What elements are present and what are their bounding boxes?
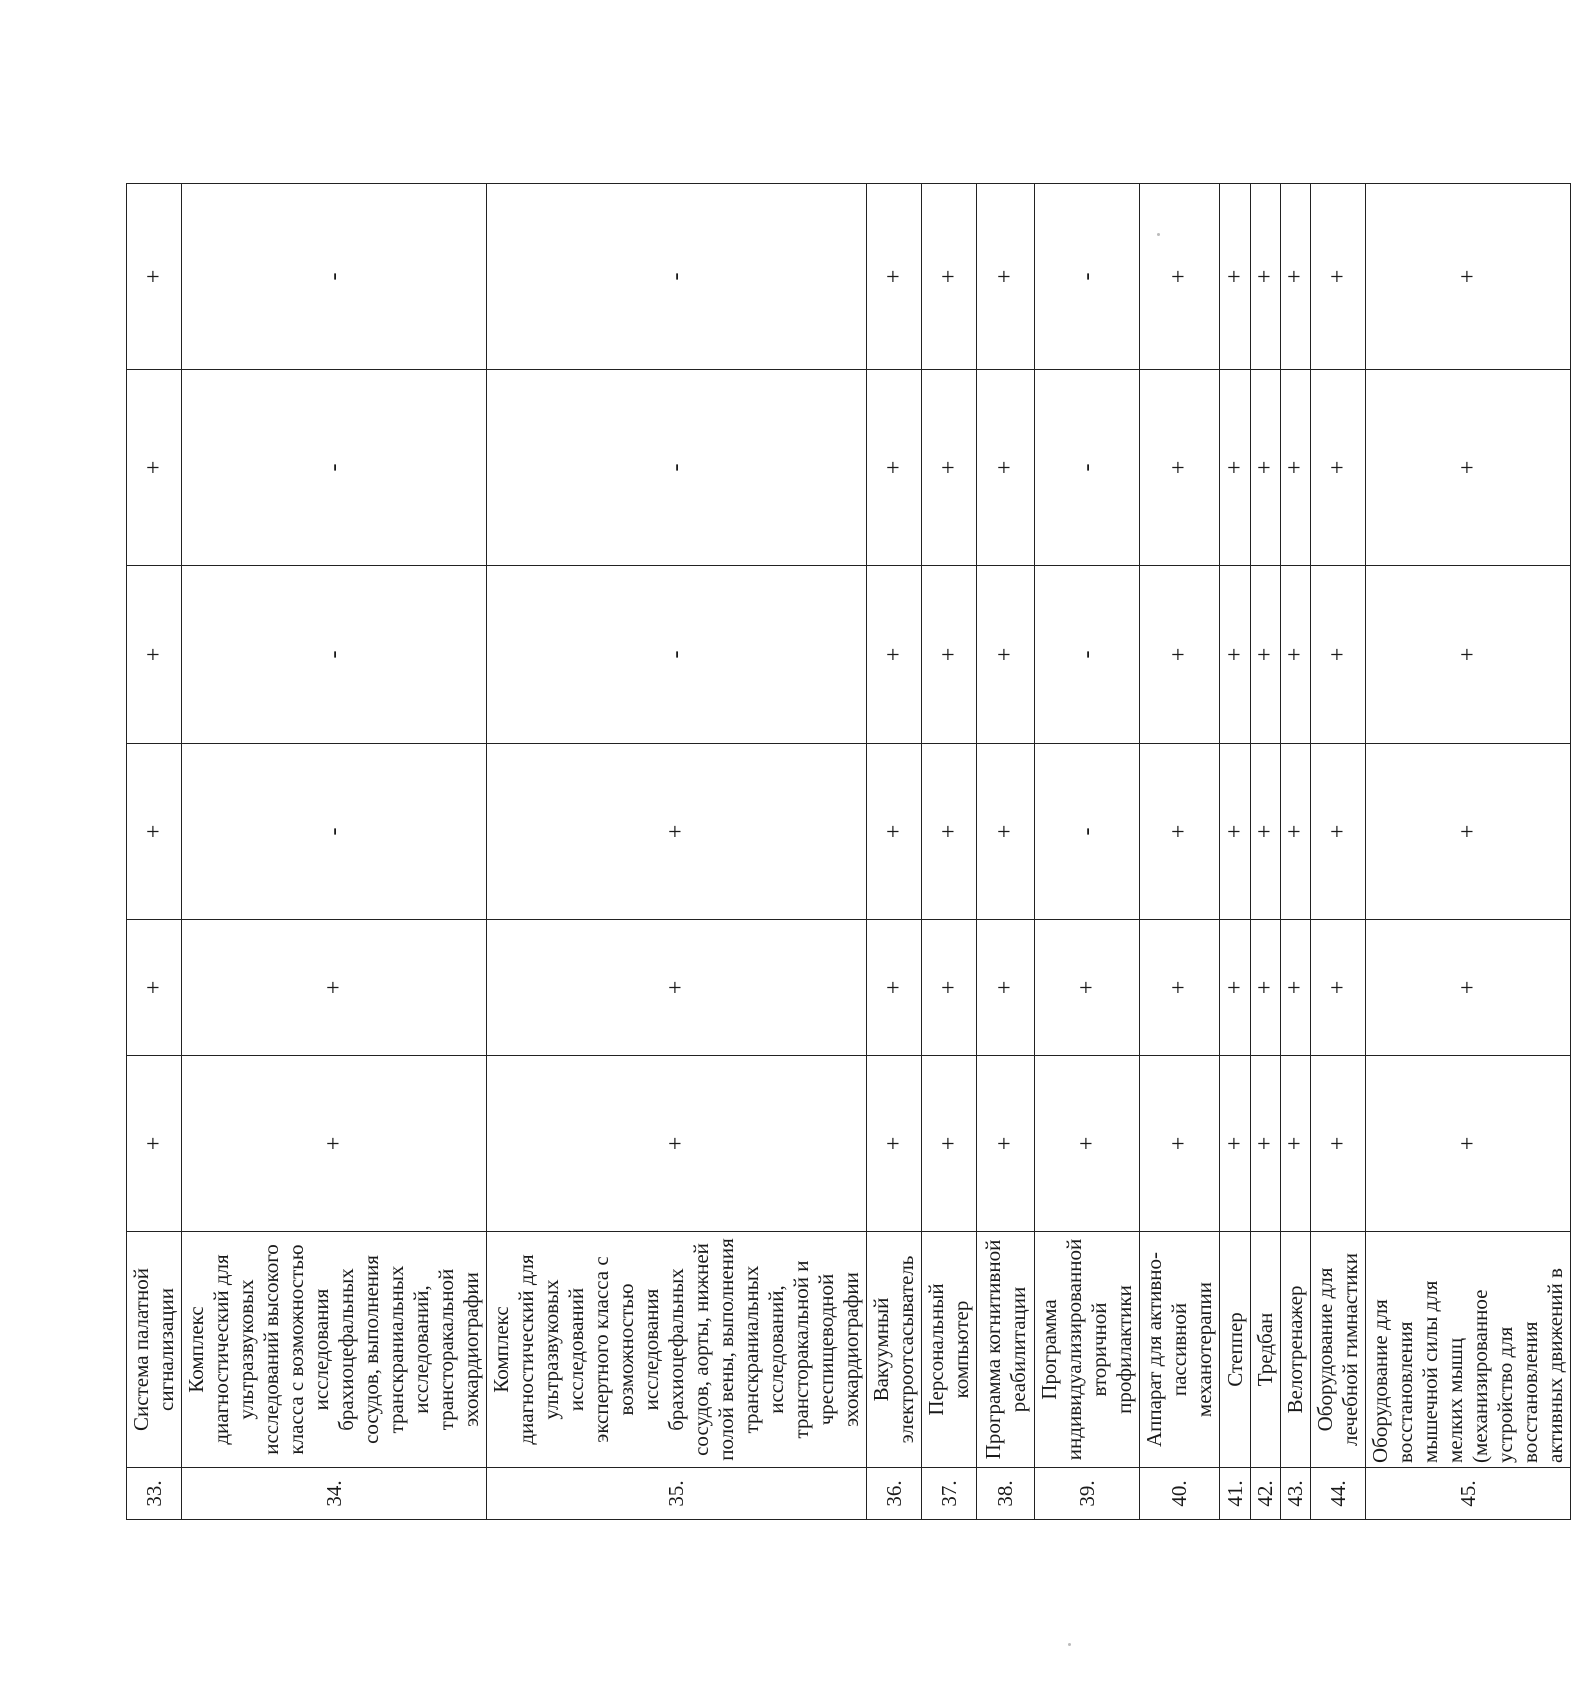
row-number: 44. <box>1311 1468 1366 1520</box>
mark-cell: + <box>977 184 1035 370</box>
equipment-name: Программа когнитивной реабилитации <box>977 1232 1035 1468</box>
mark-cell: + <box>1311 370 1366 566</box>
mark-cell: - <box>182 370 487 566</box>
mark-cell: + <box>1251 370 1281 566</box>
mark-cell: + <box>977 566 1035 744</box>
equipment-name: Велотренажер <box>1281 1232 1311 1468</box>
mark-cell: + <box>867 566 922 744</box>
mark-cell: + <box>1251 566 1281 744</box>
mark-cell: + <box>127 184 182 370</box>
equipment-name: Тредбан <box>1251 1232 1281 1468</box>
row-number: 39. <box>1035 1468 1140 1520</box>
mark-cell: + <box>1311 566 1366 744</box>
mark-cell: + <box>1281 566 1311 744</box>
mark-cell: + <box>867 744 922 920</box>
equipment-name: Комплекс диагностический для ультразвуковых исследований экспертного класса с возможностью исследования брахиоцефальных сосудов, аорты, нижней полой вены, выполнения транскраниальных исследований, трансторакальной и чреспищеводной эхокардиографии <box>487 1232 867 1468</box>
mark-cell: + <box>127 566 182 744</box>
mark-cell: + <box>487 744 867 920</box>
mark-cell: - <box>1035 184 1140 370</box>
mark-cell: + <box>1140 1056 1220 1232</box>
scan-speck <box>1068 1643 1071 1646</box>
mark-cell: + <box>1311 744 1366 920</box>
mark-cell: + <box>1220 1056 1251 1232</box>
mark-cell: + <box>1281 184 1311 370</box>
mark-cell: - <box>487 370 867 566</box>
table-row <box>977 184 1035 1520</box>
mark-cell: + <box>1220 184 1251 370</box>
mark-cell: + <box>1366 744 1571 920</box>
mark-cell: + <box>127 744 182 920</box>
row-number: 42. <box>1251 1468 1281 1520</box>
row-number: 33. <box>127 1468 182 1520</box>
mark-cell: - <box>182 184 487 370</box>
mark-cell: + <box>1251 1056 1281 1232</box>
mark-cell: + <box>1281 744 1311 920</box>
mark-cell: + <box>922 184 977 370</box>
equipment-table <box>126 183 1571 1520</box>
mark-cell: + <box>867 1056 922 1232</box>
rotated-page <box>126 184 1567 1520</box>
mark-cell: + <box>487 920 867 1056</box>
mark-cell: + <box>922 370 977 566</box>
equipment-name: Персональный компьютер <box>922 1232 977 1468</box>
mark-cell: + <box>1311 1056 1366 1232</box>
mark-cell: - <box>487 184 867 370</box>
mark-cell: + <box>1366 566 1571 744</box>
equipment-name: Оборудование для восстановления мышечной силы для мелких мышц (механизированное устройство для восстановления активных движений в <box>1366 1232 1571 1468</box>
scan-speck <box>1157 233 1160 236</box>
mark-cell: + <box>922 1056 977 1232</box>
mark-cell: + <box>1366 184 1571 370</box>
mark-cell: + <box>127 370 182 566</box>
mark-cell: + <box>922 920 977 1056</box>
mark-cell: + <box>487 1056 867 1232</box>
mark-cell: + <box>1366 920 1571 1056</box>
mark-cell: - <box>1035 566 1140 744</box>
mark-cell: + <box>1251 184 1281 370</box>
mark-cell: + <box>1281 370 1311 566</box>
mark-cell: + <box>1220 920 1251 1056</box>
mark-cell: + <box>867 920 922 1056</box>
equipment-name: Комплекс диагностический для ультразвуковых исследований высокого класса с возможностью исследования брахиоцефальных сосудов, выполнения транскраниальных исследований, трансторакальной эхокардиографии <box>182 1232 487 1468</box>
mark-cell: + <box>977 370 1035 566</box>
mark-cell: - <box>1035 744 1140 920</box>
equipment-name: Вакуумный электроотсасыватель <box>867 1232 922 1468</box>
mark-cell: + <box>1140 566 1220 744</box>
row-number: 34. <box>182 1468 487 1520</box>
mark-cell: + <box>977 920 1035 1056</box>
mark-cell: + <box>922 566 977 744</box>
equipment-name: Степпер <box>1220 1232 1251 1468</box>
row-number: 41. <box>1220 1468 1251 1520</box>
table-row <box>1311 184 1366 1520</box>
equipment-name: Система палатной сигнализации <box>127 1232 182 1468</box>
mark-cell: + <box>1220 370 1251 566</box>
mark-cell: - <box>1035 370 1140 566</box>
mark-cell: + <box>182 1056 487 1232</box>
row-number: 43. <box>1281 1468 1311 1520</box>
equipment-name: Оборудование для лечебной гимнастики <box>1311 1232 1366 1468</box>
mark-cell: + <box>1035 1056 1140 1232</box>
mark-cell: + <box>1140 184 1220 370</box>
mark-cell: + <box>1035 920 1140 1056</box>
table-row <box>1220 184 1251 1520</box>
mark-cell: - <box>182 744 487 920</box>
table-row <box>1366 184 1571 1520</box>
mark-cell: + <box>1251 920 1281 1056</box>
mark-cell: + <box>127 1056 182 1232</box>
mark-cell: + <box>1281 1056 1311 1232</box>
mark-cell: + <box>127 920 182 1056</box>
mark-cell: + <box>1140 920 1220 1056</box>
table-row <box>867 184 922 1520</box>
table-row <box>1140 184 1220 1520</box>
table-row <box>1035 184 1140 1520</box>
row-number: 38. <box>977 1468 1035 1520</box>
mark-cell: + <box>1220 744 1251 920</box>
row-number: 37. <box>922 1468 977 1520</box>
mark-cell: + <box>1366 1056 1571 1232</box>
mark-cell: - <box>182 566 487 744</box>
row-number: 45. <box>1366 1468 1571 1520</box>
table-row <box>1251 184 1281 1520</box>
mark-cell: + <box>1311 184 1366 370</box>
mark-cell: + <box>1220 566 1251 744</box>
row-number: 40. <box>1140 1468 1220 1520</box>
mark-cell: + <box>1251 744 1281 920</box>
mark-cell: + <box>1140 370 1220 566</box>
mark-cell: + <box>1366 370 1571 566</box>
row-number: 36. <box>867 1468 922 1520</box>
mark-cell: + <box>1281 920 1311 1056</box>
table-row <box>922 184 977 1520</box>
mark-cell: + <box>182 920 487 1056</box>
equipment-name: Аппарат для активно-пассивной механотерапии <box>1140 1232 1220 1468</box>
table-row <box>487 184 867 1520</box>
mark-cell: + <box>922 744 977 920</box>
mark-cell: + <box>977 1056 1035 1232</box>
row-number: 35. <box>487 1468 867 1520</box>
mark-cell: + <box>867 184 922 370</box>
mark-cell: + <box>977 744 1035 920</box>
mark-cell: + <box>1311 920 1366 1056</box>
mark-cell: + <box>867 370 922 566</box>
equipment-name: Программа индивидуализированной вторичной профилактики <box>1035 1232 1140 1468</box>
table-row <box>127 184 182 1520</box>
table-row <box>182 184 487 1520</box>
mark-cell: + <box>1140 744 1220 920</box>
mark-cell: - <box>487 566 867 744</box>
table-row <box>1281 184 1311 1520</box>
